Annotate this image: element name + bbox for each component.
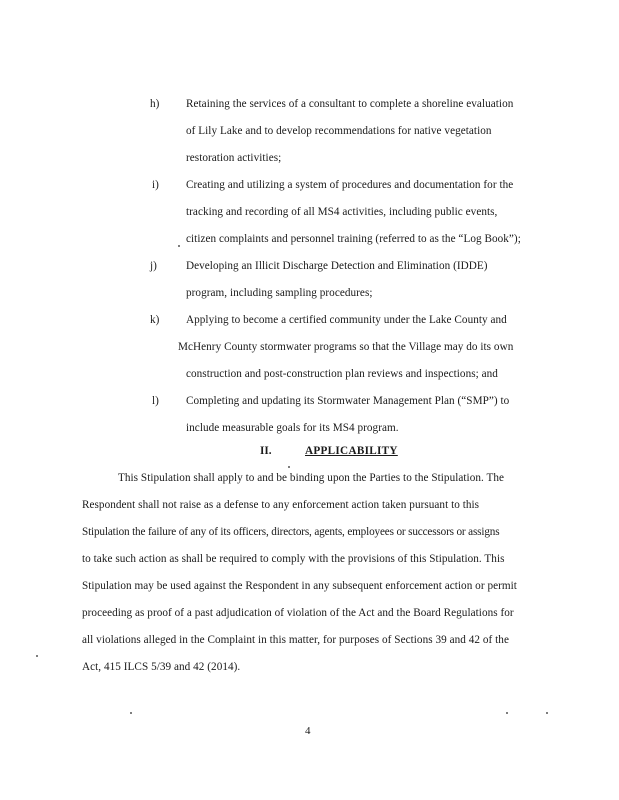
- paragraph-line-8: Act, 415 ILCS 5/39 and 42 (2014).: [82, 661, 241, 673]
- scan-speck: [36, 655, 38, 657]
- paragraph-line-2: Respondent shall not raise as a defense to any enforcement action taken pursuant to this: [82, 499, 480, 511]
- list-item-h-line-3: restoration activities;: [186, 152, 282, 164]
- list-item-label-l: l): [152, 395, 159, 407]
- section-title: APPLICABILITY: [305, 445, 398, 457]
- list-item-j-line-2: program, including sampling procedures;: [186, 287, 373, 299]
- page-number: 4: [305, 725, 311, 737]
- paragraph-line-1: This Stipulation shall apply to and be binding upon the Parties to the Stipulation. The: [118, 472, 505, 484]
- scan-speck: [546, 712, 548, 714]
- paragraph-line-3: Stipulation the failure of any of its officers, directors, agents, employees or successors or assigns: [82, 526, 500, 538]
- scan-speck: [506, 712, 508, 714]
- list-item-i-line-3: citizen complaints and personnel training (referred to as the “Log Book”);: [186, 233, 521, 245]
- list-item-label-k: k): [150, 314, 160, 326]
- scan-speck: [288, 466, 290, 468]
- section-number: II.: [260, 445, 272, 457]
- list-item-label-i: i): [152, 179, 159, 191]
- list-item-i-line-1: Creating and utilizing a system of procedures and documentation for the: [186, 179, 514, 191]
- paragraph-line-6: proceeding as proof of a past adjudication of violation of the Act and the Board Regulations for: [82, 607, 514, 619]
- paragraph-line-5: Stipulation may be used against the Respondent in any subsequent enforcement action or permit: [82, 580, 517, 592]
- list-item-h-line-1: Retaining the services of a consultant to complete a shoreline evaluation: [186, 98, 514, 110]
- list-item-k-line-2: McHenry County stormwater programs so that the Village may do its own: [178, 341, 514, 353]
- list-item-j-line-1: Developing an Illicit Discharge Detection and Elimination (IDDE): [186, 260, 488, 272]
- list-item-k-line-3: construction and post-construction plan reviews and inspections; and: [186, 368, 498, 380]
- section-heading: [260, 444, 398, 458]
- list-item-l-line-2: include measurable goals for its MS4 program.: [186, 422, 399, 434]
- list-item-label-j: j): [150, 260, 157, 272]
- list-item-i-line-2: tracking and recording of all MS4 activities, including public events,: [186, 206, 498, 218]
- paragraph-line-4: to take such action as shall be required to comply with the provisions of this Stipulation. This: [82, 553, 505, 565]
- list-item-label-h: h): [150, 98, 160, 110]
- list-item-k-line-1: Applying to become a certified community under the Lake County and: [186, 314, 507, 326]
- list-item-l-line-1: Completing and updating its Stormwater Management Plan (“SMP”) to: [186, 395, 510, 407]
- scan-speck: [130, 712, 132, 714]
- paragraph-line-7: all violations alleged in the Complaint in this matter, for purposes of Sections 39 and 42 of the: [82, 634, 509, 646]
- list-item-h-line-2: of Lily Lake and to develop recommendations for native vegetation: [186, 125, 492, 137]
- scan-speck: [178, 245, 180, 247]
